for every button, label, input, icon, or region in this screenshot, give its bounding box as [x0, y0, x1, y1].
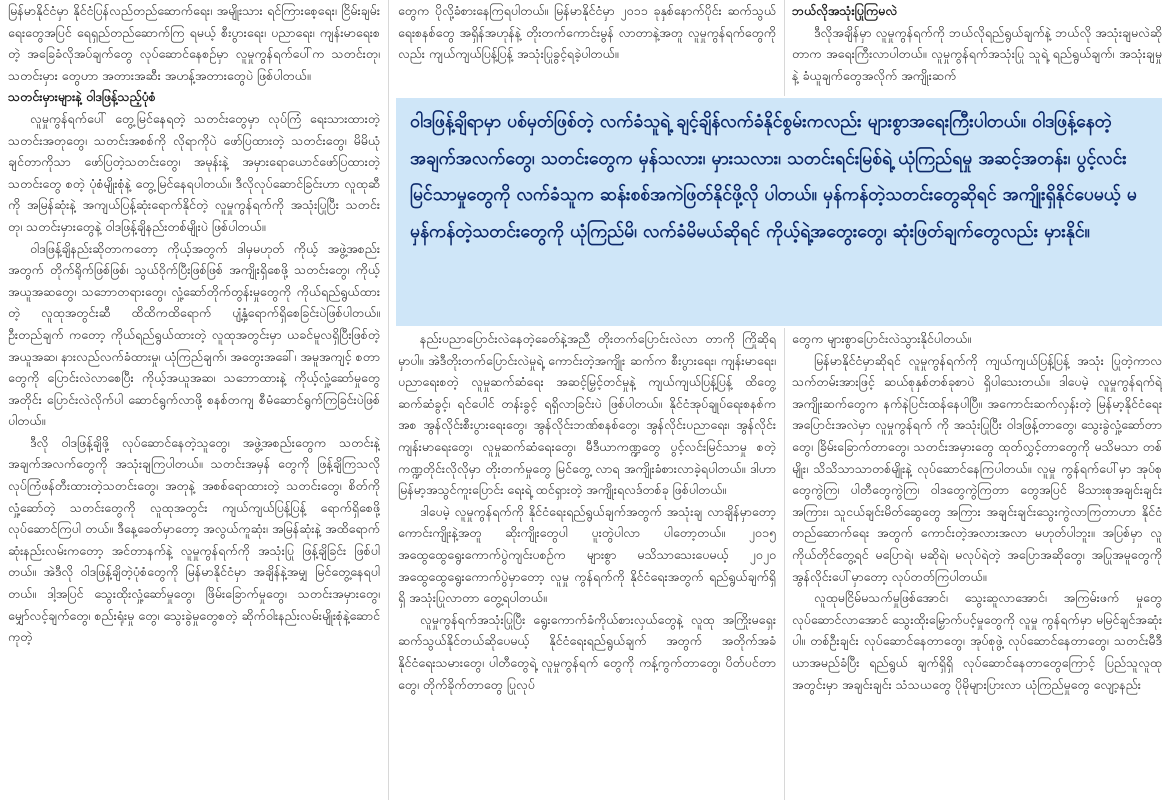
paragraph: ဝါဒဖြန့်ချိနည်းဆိုတာကတော့ ကိုယ့်အတွက် ဒါမှမဟုတ် ကိုယ့် အဖွဲ့အစည်းအတွက် တိုက်ရိုက်ဖြစ်ဖြစ်၊ သွယ်ဝိုက်ပြီးဖြစ်ဖြစ် အကျိုးရှိစေဖို့ သတင်းတွေ၊ ကိုယ့်အယူအဆတွေ၊ သဘောတရားတွေ၊ လှုံ့ဆော်တိုက်တွန်းမှုတွေကို ကိုယ်ရည်ရွယ်ထားတဲ့ လူထုအတွင်းဆီ ထိထိကထိရောက် ပျံ့နှံ့ရောက်ရှိစေခြင်းပဲဖြစ်ပါတယ်။ ဦးတည်ချက် ကတော့ ကိုယ်ရည်ရွယ်ထားတဲ့ လူထုအတွင်းမှာ ယခင်မူလရှိပြီးဖြစ်တဲ့ အယူအဆ၊ နားလည်လက်ခံထားမှု၊ ယုံကြည်ချက်၊ အတွေးအခေါ်၊ အမူအကျင့် စတာတွေကို ပြောင်းလဲလာစေပြီး ကိုယ့်အယူအဆ၊ သဘောထားနဲ့ ကိုယ့်လှုံ့ဆော်မှုတွေအတိုင်း ပြောင်းလဲလိုက်ပါ ဆောင်ရွက်လာဖို့ စနစ်တကျ စီမံဆောင်ရွက်ကြခြင်းပဲဖြစ်ပါတယ်။	[8, 240, 380, 429]
section-subheading: ဘယ်လိုအသုံးပြုကြမလဲ	[792, 3, 898, 18]
paragraph: လူထုမငြိမ်မသက်မှုဖြစ်အောင်၊ သွေးဆူလာအောင်၊ အကြမ်းဖက် မှုတွေ လုပ်ဆောင်လာအောင် သွေးထိုးမြှောက်ပင့်မှုတွေကို လူမှု ကွန်ရက်မှာ မမြင်ချင်အဆုံးပါ။ တစ်ဦးချင်း လုပ်ဆောင်နေတာတွေ၊ အုပ်စုဖွဲ့ လုပ်ဆောင်နေတာတွေ၊ သတင်းမီဒီယာအမည်ခံပြီး ရည်ရွယ် ချက်ရှိရှိ လုပ်ဆောင်နေတာတွေကြောင့် ပြည်သူလူထုအတွင်းမှာ အချင်းချင်း သံသယတွေ ပိုမိုများပြားလာ ယုံကြည်မှုတွေ လျော့နည်း	[792, 590, 1162, 692]
paragraph: လူမှုကွန်ရက်အသုံးပြုပြီး ရွေးကောက်ခံကိုယ်စားလှယ်တွေနဲ့ လူထု အကြိုးမရှေးဆက်သွယ်နိုင်တယ်ဆိုပေမယ့် နိုင်ငံရေးရည်ရွယ်ချက် အတွက် အတိုက်အခံ နိုင်ငံရေးသမားတွေ၊ ပါတီတွေရဲ့ လူမှုကွန်ရက် တွေကို ကန့်ကွက်တာတွေ၊ ပိတ်ပင်တာတွေ၊ တိုက်ခိုက်တာတွေ ပြုလုပ်	[398, 611, 776, 692]
pull-quote-box	[396, 98, 1162, 326]
article-column-3-bottom	[792, 328, 1162, 800]
paragraph: လူမှုကွန်ရက်ပေါ် တွေ့မြင်နေရတဲ့ သတင်းတွေမှာ လုပ်ကြံ ရေးသားထားတဲ့ သတင်းအတုတွေ၊ သတင်းအစစ်ကို လိုရာကိုပဲ ဖော်ပြထားတဲ့ သတင်းတွေ၊ မိမိယုံချင်တာကိုသာ ဖော်ပြတဲ့သတင်းတွေ၊ အမုန်းနဲ့ အမှားရောယောင်ဖော်ပြထားတဲ့သတင်းတွေ စတဲ့ ပုံစံမျိုးစုံနဲ့ တွေ့မြင်နေရပါတယ်။ ဒီလိုလုပ်ဆောင်ခြင်းဟာ လူထုဆီကို အမြန်ဆုံးနဲ့ အကျယ်ပြန့်ဆုံးရောက်နိုင်တဲ့ လူမှုကွန်ရက်ကို အသုံးပြုပြီး သတင်းတု၊ သတင်းမှားတွေနဲ့ ဝါဒဖြန့်ချိနည်းတစ်မျိုးပဲ ဖြစ်ပါတယ်။	[8, 110, 380, 234]
paragraph: ဒီလို ဝါဒဖြန့်ချိဖို့ လုပ်ဆောင်နေတဲ့သူတွေ၊ အဖွဲ့အစည်းတွေက သတင်းနဲ့ အချက်အလက်တွေကို အသုံးချကြပါတယ်။ သတင်းအမှန် တွေကို ဖြန့်ချိကြသလို လုပ်ကြံဖန်တီးထားတဲ့သတင်းတွေ၊ အတုနဲ့ အစစ်ရောထားတဲ့ သတင်းတွေ၊ စိတ်ကိုလှုံ့ဆော်တဲ့ သတင်းတွေကို လူထုအတွင်း ကျယ်ကျယ်ပြန့်ပြန့် ရောက်ရှိစေဖို့ လုပ်ဆောင်ကြပါ တယ်။ ဒီနေ့ခေတ်မှာတော့ အလွယ်ကူဆုံး၊ အမြန်ဆုံးနဲ့ အထိရောက် ဆုံးနည်းလမ်းကတော့ အင်တာနက်နဲ့ လူမှုကွန်ရက်ကို အသုံးပြု ဖြန့်ချိခြင်း ဖြစ်ပါတယ်။ အဲဒီလို ဝါဒဖြန့်ချိတဲ့ပုံစံတွေကို မြန်မာနိုင်ငံမှာ အချိန်နဲ့အမျှ မြင်တွေ့နေရပါတယ်။ ဒါ့အပြင် သွေးထိုးလှုံ့ဆော်မှုတွေ၊ ဖြိမ်းခြောက်မှုတွေ၊ သတင်းအမှားတွေ၊ မျှော်လင့်ချက်တွေ၊ စည်းရုံးမှု တွေ၊ သွေးခွဲမှုတွေစတဲ့ ဆိုက်ဝါးနည်းလမ်းမျိုးစုံနဲ့ဆောင်ကုတဲ့	[8, 434, 380, 645]
article-column-2-top	[398, 0, 776, 96]
column-divider-2-bottom	[784, 328, 785, 800]
section-subheading: သတင်းမှားများနဲ့ ဝါဒဖြန့်သည့်ပုံစံ	[8, 89, 156, 105]
column-divider-1	[388, 0, 389, 800]
paragraph: တွေက များစွာပြောင်းလဲသွားနိုင်ပါတယ်။	[792, 331, 972, 346]
column-divider-2-top	[784, 0, 785, 96]
paragraph: မြန်မာနိုင်ငံမှာ နိုင်ငံပြန်လည်တည်ဆောက်ရေး၊ အမျိုးသား ရင်ကြားစေ့ရေး၊ ငြိမ်းချမ်းရေးတွေအပြင် ရေရှည်တည်ဆောက်ကြ ရမယ့် စီးပွားရေး၊ ပညာရေး၊ ကျန်းမာရေးစတဲ့ အခြေခံလိုအပ်ချက်တွေ လုပ်ဆောင်နေစဉ်မှာ လူမှုကွန်ရက်ပေါ်က သတင်းတု၊ သတင်းမှား တွေဟာ အတားအဆီး အဟန့်အတားတွေပဲ ဖြစ်ပါတယ်။	[8, 3, 380, 83]
article-column-3-top	[792, 0, 1162, 96]
paragraph: ဒါပေမဲ့ လူမှုကွန်ရက်ကို နိုင်ငံရေးရည်ရွယ်ချက်အတွက် အသုံးချ လာချိန်မှာတော့ ကောင်းကျိုးနဲ့အတူ ဆိုးကျိုးတွေပါ ပူးတွဲပါလာ ပါတော့တယ်။ ၂၀၁၅ အထွေထွေရွေးကောက်ပွဲကျင်းပစဉ်က များစွာ မသိသာသေးပေမယ့် ၂၀၂၀ အထွေထွေရွေးကောက်ပွဲမှာတော့ လူမှု ကွန်ရက်ကို နိုင်ငံရေးအတွက် ရည်ရွယ်ချက်ရှိရှိ အသုံးပြုလာတာ တွေ့ရပါတယ်။	[398, 503, 776, 606]
pull-quote-text: ဝါဒဖြန့်ချိရာမှာ ပစ်မှတ်ဖြစ်တဲ့ လက်ခံသူရဲ့ ချင့်ချိန်လက်ခံနိုင်စွမ်းကလည်း များစွာအရေးကြီးပါတယ်။ ဝါဒဖြန့်နေတဲ့ အချက်အလက်တွေ၊ သတင်းတွေက မှန်သလား၊ မှားသလား၊ သတင်းရင်းမြစ်ရဲ့ ယုံကြည်ရမှု အဆင့်အတန်း၊ ပွင့်လင်းမြင်သာမှုတွေကို လက်ခံသူက ဆန်းစစ်အကဲဖြတ်နိုင်ဖို့လို ပါတယ်။ မှန်ကန်တဲ့သတင်းတွေဆိုရင် အကျိုးရှိနိုင်ပေမယ့် မမှန်ကန်တဲ့သတင်းတွေကို ယုံကြည်မိ၊ လက်ခံမိမယ်ဆိုရင် ကိုယ့်ရဲ့အတွေးတွေ၊ ဆုံးဖြတ်ချက်တွေလည်း မှားနိုင်။	[410, 112, 1137, 242]
article-column-2-bottom	[398, 328, 776, 800]
paragraph: နည်းပညာပြောင်းလဲနေတဲ့ခေတ်နဲ့အညီ တိုးတက်ပြောင်းလဲလာ တာကို ကြိုဆိုရမှာပါ။ အဲဒီတိုးတက်ပြောင်းလဲမှုရဲ့ ကောင်းတဲ့အကျိုး ဆက်က စီးပွားရေး၊ ကျန်းမာရေး၊ ပညာရေးစတဲ့ လူမှုဆက်ဆံရေး အဆင့်မြှင့်တင်မှုနဲ့ ကျယ်ကျယ်ပြန့်ပြန့် ထိတွေ့ဆက်ဆံခွင့်၊ ရင်ပေါင် တန်းခွင့် ရရှိလာခြင်းပဲ ဖြစ်ပါတယ်။ နိုင်ငံအုပ်ချုပ်ရေးစနစ်ကအစ အွန်လိုင်းစီးပွားရေးတွေ၊ အွန်လိုင်းဘဏ်စနစ်တွေ၊ အွန်လိုင်းပညာရေး၊ အွန်လိုင်းကျန်းမာရေးတွေ၊ လူမှုဆက်ဆံရေးတွေ၊ မီဒီယာကဏ္ဍတွေ ပွင့်လင်းမြင်သာမှု စတဲ့ ကဏ္ဍတိုင်းလိုလိုမှာ တိုးတက်မှုတွေ မြင်တွေ့ လာရ အကျိုးခံစားလာခဲ့ရပါတယ်။ ဒါဟာ မြန်မာ့အသွင်ကူးပြောင်း ရေးရဲ့ ထင်ရှားတဲ့ အကျိုးရလဒ်တစ်ခု ဖြစ်ပါတယ်။	[398, 331, 776, 498]
paragraph: မြန်မာနိုင်ငံမှာဆိုရင် လူမှုကွန်ရက်ကို ကျယ်ကျယ်ပြန့်ပြန့် အသုံး ပြုတဲ့ကာလ သက်တမ်းအားဖြင့် ဆယ်စုနှစ်တစ်ခုစာပဲ ရှိပါသေးတယ်။ ဒါပေမဲ့ လူမှုကွန်ရက်ရဲ့ အကျိုးဆက်တွေက နက်နဲပြင်းထန်နေပါပြီ။ အကောင်းဆက်လှန်းတဲ့ မြန်မာ့နိုင်ငံရေးအပြောင်းအလဲမှာ လူမှုကွန်ရက် ကို အသုံးပြုပြီး ဝါဒဖြန့်တာတွေ၊ သွေးခွဲလှုံ့ဆော်တာတွေ၊ ခြိမ်းခြောက်တာတွေ၊ သတင်းအမှားတွေ ထုတ်လွှင့်တာတွေကို မသိမသာ တစ်မျိုး၊ သိသိသာသာတစ်မျိုးနဲ့ လုပ်ဆောင်နေကြပါတယ်။ လူမှု ကွန်ရက်ပေါ်မှာ အုပ်စုတွေကွဲကြ၊ ပါတီတွေကွဲကြ၊ ဝါဒတွေကွဲကြတာ တွေအပြင် မိသားစုအချင်းချင်းအကြား၊ သူငယ်ချင်းမိတ်ဆွေတွေ အကြား အချင်းချင်းသွေးကွဲလာကြတာဟာ နိုင်ငံတည်ဆောက်ရေး အတွက် ကောင်းတဲ့အလားအလာ မဟုတ်ပါဘူး။ အပြစ်မှာ လူကိုယ်တိုင်တွေ့ရင် မပြောရဲ၊ မဆိုရဲ၊ မလုပ်ရဲတဲ့ အပြောအဆိုတွေ၊ အပြုအမူတွေကို အွန်လိုင်းပေါ်မှာတော့ လုပ်တတ်ကြပါတယ်။	[792, 352, 1162, 584]
paragraph: ဒီလိုအချိန်မှာ လူမှုကွန်ရက်ကို ဘယ်လိုရည်ရွယ်ချက်နဲ့ ဘယ်လို အသုံးချမလဲဆိုတာက အရေးကြီးလာပါတယ်။ လူမှုကွန်ရက်အသုံးပြု သူရဲ့ ရည်ရွယ်ချက်၊ အသုံးချမှုနဲ့ ခံယူချက်တွေအလိုက် အကျိုးဆက်	[792, 24, 1162, 83]
paragraph: တွေက ပိုလို့ခံစားနေကြရပါတယ်။ မြန်မာနိုင်ငံမှာ ၂၀၁၁ ခုနှစ်နောက်ပိုင်း ဆက်သွယ်ရေးစနစ်တွေ အရှိန်အဟုန်နဲ့ တိုးတက်ကောင်းမွန် လာတာနဲ့အတူ လူမှုကွန်ရက်တွေကိုလည်း ကျယ်ကျယ်ပြန့်ပြန့် အသုံးပြုခွင့်ရခဲ့ပါတယ်။	[398, 3, 776, 62]
article-column-1	[8, 0, 380, 800]
